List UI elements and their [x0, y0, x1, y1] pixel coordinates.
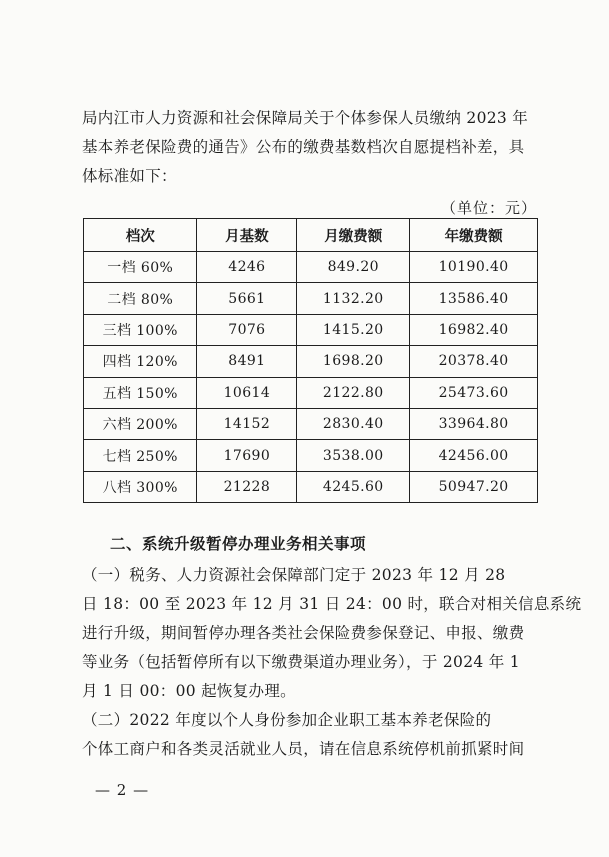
cell-monthly-base: 7076 — [197, 314, 297, 345]
cell-monthly-fee: 3538.00 — [297, 440, 410, 471]
cell-monthly-base: 10614 — [197, 377, 297, 408]
cell-monthly-base: 4246 — [197, 252, 297, 283]
paragraph-system-upgrade — [82, 561, 582, 706]
paragraph-line: 日 18：00 至 2023 年 12 月 31 日 24：00 时，联合对相关信息系统 — [82, 595, 582, 613]
table-row — [84, 377, 538, 408]
cell-monthly-fee: 2830.40 — [297, 408, 410, 439]
cell-annual-fee: 13586.40 — [410, 283, 538, 314]
table-row — [84, 314, 538, 345]
table-row — [84, 408, 538, 439]
cell-annual-fee: 25473.60 — [410, 377, 538, 408]
cell-tier: 八档 300% — [84, 471, 197, 502]
contribution-table — [83, 218, 538, 503]
cell-monthly-base: 5661 — [197, 283, 297, 314]
cell-tier: 一档 60% — [84, 252, 197, 283]
paragraph-line: （一）税务、人力资源社会保障部门定于 2023 年 12 月 28 — [82, 566, 506, 584]
cell-monthly-fee: 1698.20 — [297, 346, 410, 377]
header-monthly-base: 月基数 — [197, 219, 297, 252]
cell-annual-fee: 50947.20 — [410, 471, 538, 502]
paragraph-line: 进行升级，期间暂停办理各类社会保险费参保登记、申报、缴费 — [82, 624, 525, 642]
cell-monthly-base: 8491 — [197, 346, 297, 377]
cell-monthly-base: 17690 — [197, 440, 297, 471]
cell-monthly-fee: 849.20 — [297, 252, 410, 283]
paragraph-2022-participants — [82, 706, 544, 764]
cell-monthly-base: 14152 — [197, 408, 297, 439]
paragraph-line: 等业务（包括暂停所有以下缴费渠道办理业务），于 2024 年 1 — [82, 653, 520, 671]
header-annual-fee: 年缴费额 — [410, 219, 538, 252]
cell-monthly-fee: 1415.20 — [297, 314, 410, 345]
cell-annual-fee: 42456.00 — [410, 440, 538, 471]
cell-annual-fee: 33964.80 — [410, 408, 538, 439]
cell-tier: 六档 200% — [84, 408, 197, 439]
cell-monthly-fee: 2122.80 — [297, 377, 410, 408]
table-row — [84, 346, 538, 377]
table-row — [84, 440, 538, 471]
cell-tier: 五档 150% — [84, 377, 197, 408]
paragraph-line: 个体工商户和各类灵活就业人员，请在信息系统停机前抓紧时间 — [82, 740, 525, 758]
cell-annual-fee: 16982.40 — [410, 314, 538, 345]
cell-tier: 七档 250% — [84, 440, 197, 471]
page-number: — 2 — — [95, 781, 150, 799]
cell-tier: 三档 100% — [84, 314, 197, 345]
cell-annual-fee: 20378.40 — [410, 346, 538, 377]
paragraph-line: （二）2022 年度以个人身份参加企业职工基本养老保险的 — [82, 711, 492, 729]
cell-tier: 四档 120% — [84, 346, 197, 377]
cell-monthly-base: 21228 — [197, 471, 297, 502]
cell-monthly-fee: 4245.60 — [297, 471, 410, 502]
intro-paragraph — [82, 104, 544, 191]
header-monthly-fee: 月缴费额 — [297, 219, 410, 252]
intro-line: 体标准如下： — [82, 167, 177, 185]
cell-annual-fee: 10190.40 — [410, 252, 538, 283]
cell-monthly-fee: 1132.20 — [297, 283, 410, 314]
table-row — [84, 283, 538, 314]
section-heading: 二、系统升级暂停办理业务相关事项 — [110, 535, 367, 553]
intro-line: 局内江市人力资源和社会保障局关于个体参保人员缴纳 2023 年 — [82, 109, 529, 127]
header-tier: 档次 — [84, 219, 197, 252]
table-row — [84, 471, 538, 502]
table-row — [84, 252, 538, 283]
paragraph-line: 月 1 日 00：00 起恢复办理。 — [82, 682, 296, 700]
table-header-row — [84, 219, 538, 252]
intro-line: 基本养老保险费的通告》公布的缴费基数档次自愿提档补差，具 — [82, 138, 525, 156]
cell-tier: 二档 80% — [84, 283, 197, 314]
unit-label: （单位：元） — [440, 199, 537, 217]
